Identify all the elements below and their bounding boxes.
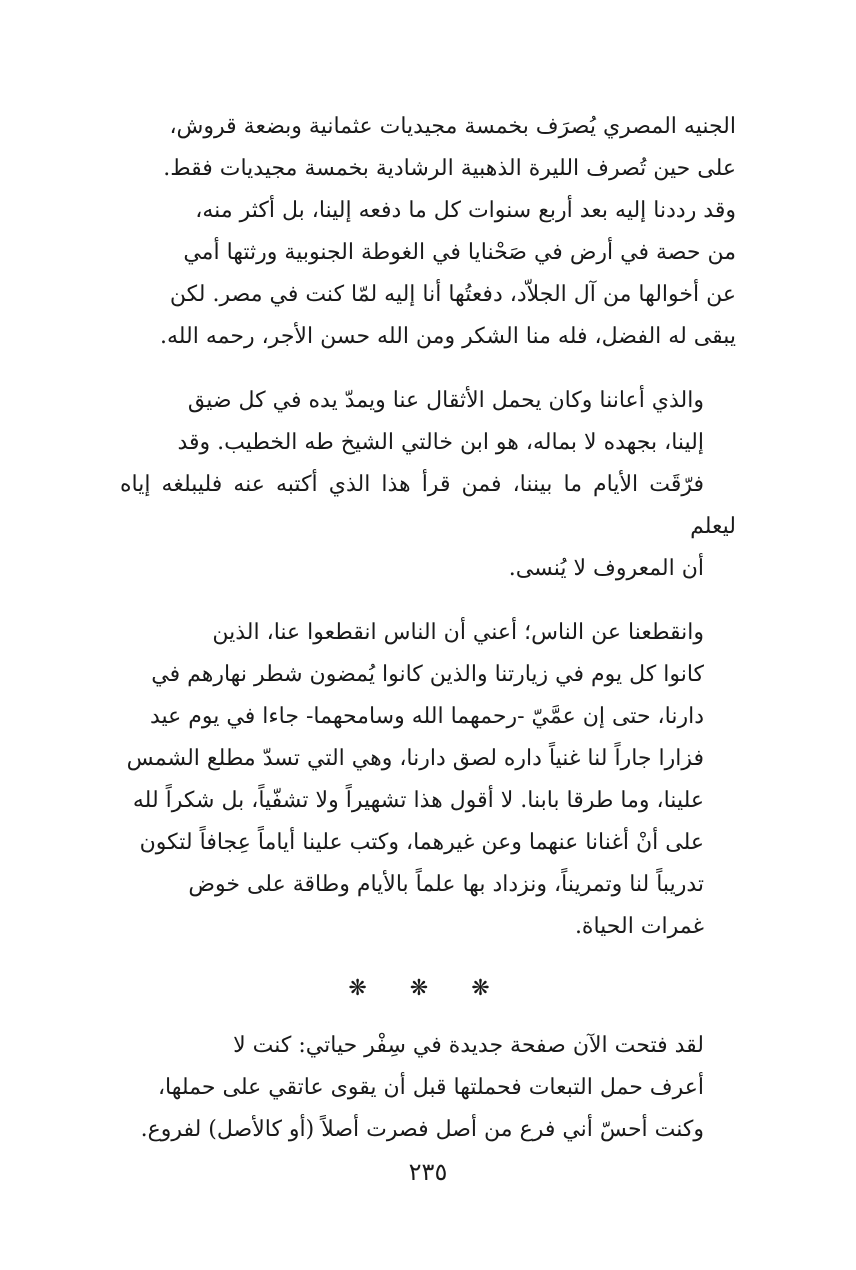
text-line: إلينا، بجهده لا بماله، هو ابن خالتي الشيخ طه الخطيب. وقد — [177, 430, 704, 455]
text-line: فزارا جاراً لنا غنياً داره لصق دارنا، وهي التي تسدّ مطلع الشمس — [126, 746, 704, 771]
text-line: وقد رددنا إليه بعد أربع سنوات كل ما دفعه إلينا، بل أكثر منه، — [195, 198, 736, 223]
paragraph-3 — [120, 612, 736, 948]
text-line: أن المعروف لا يُنسى. — [508, 556, 704, 581]
text-line: يبقى له الفضل، فله منا الشكر ومن الله حسن الأجر، رحمه الله. — [159, 324, 736, 349]
text-line: من حصة في أرض في صَحْنايا في الغوطة الجنوبية ورثتها أمي — [183, 240, 736, 265]
paragraph-4 — [120, 1025, 736, 1151]
text-line: لقد فتحت الآن صفحة جديدة في سِفْر حياتي: كنت لا — [233, 1033, 704, 1058]
text-line: كانوا كل يوم في زيارتنا والذين كانوا يُمضون شطر نهارهم في — [151, 662, 704, 687]
text-line: علينا، وما طرقا بابنا. لا أقول هذا تشهيراً ولا تشفّياً، بل شكراً لله — [132, 788, 704, 813]
text-line: دارنا، حتى إن عمَّيّ -رحمهما الله وسامحهما- جاءا في يوم عيد — [149, 704, 704, 729]
paragraph-1 — [120, 106, 736, 358]
text-line: وكنت أحسّ أني فرع من أصل فصرت أصلاً (أو كالأصل) لفروع. — [140, 1117, 704, 1142]
text-line: الجنيه المصري يُصرَف بخمسة مجيديات عثمانية وبضعة قروش، — [169, 114, 736, 139]
text-line: تدريباً لنا وتمريناً، ونزداد بها علماً بالأيام وطاقة على خوض — [188, 872, 704, 897]
text-line: عن أخوالها من آل الجلاّد، دفعتُها أنا إليه لمّا كنت في مصر. لكن — [169, 282, 736, 307]
book-page — [120, 106, 736, 1270]
paragraph-gap — [120, 358, 736, 380]
text-line: وانقطعنا عن الناس؛ أعني أن الناس انقطعوا عنا، الذين — [212, 620, 704, 645]
paragraph-gap — [120, 590, 736, 612]
text-line: أعرف حمل التبعات فحملتها قبل أن يقوى عاتقي على حملها، — [157, 1075, 704, 1100]
text-line: على أنْ أغنانا عنهما وعن غيرهما، وكتب علينا أياماً عِجافاً لتكون — [139, 830, 704, 855]
text-line: والذي أعاننا وكان يحمل الأثقال عنا ويمدّ يده في كل ضيق — [187, 388, 704, 413]
page-number: ٢٣٥ — [408, 1158, 448, 1186]
text-line: غمرات الحياة. — [574, 914, 704, 939]
section-separator: ❋ ❋ ❋ — [348, 976, 508, 1001]
text-line: فرّقَت الأيام ما بيننا، فمن قرأ هذا الذي أكتبه عنه فليبلغه إياه ليعلم — [120, 472, 736, 539]
text-line: على حين تُصرف الليرة الذهبية الرشادية بخمسة مجيديات فقط. — [163, 156, 736, 181]
paragraph-2 — [120, 380, 736, 590]
